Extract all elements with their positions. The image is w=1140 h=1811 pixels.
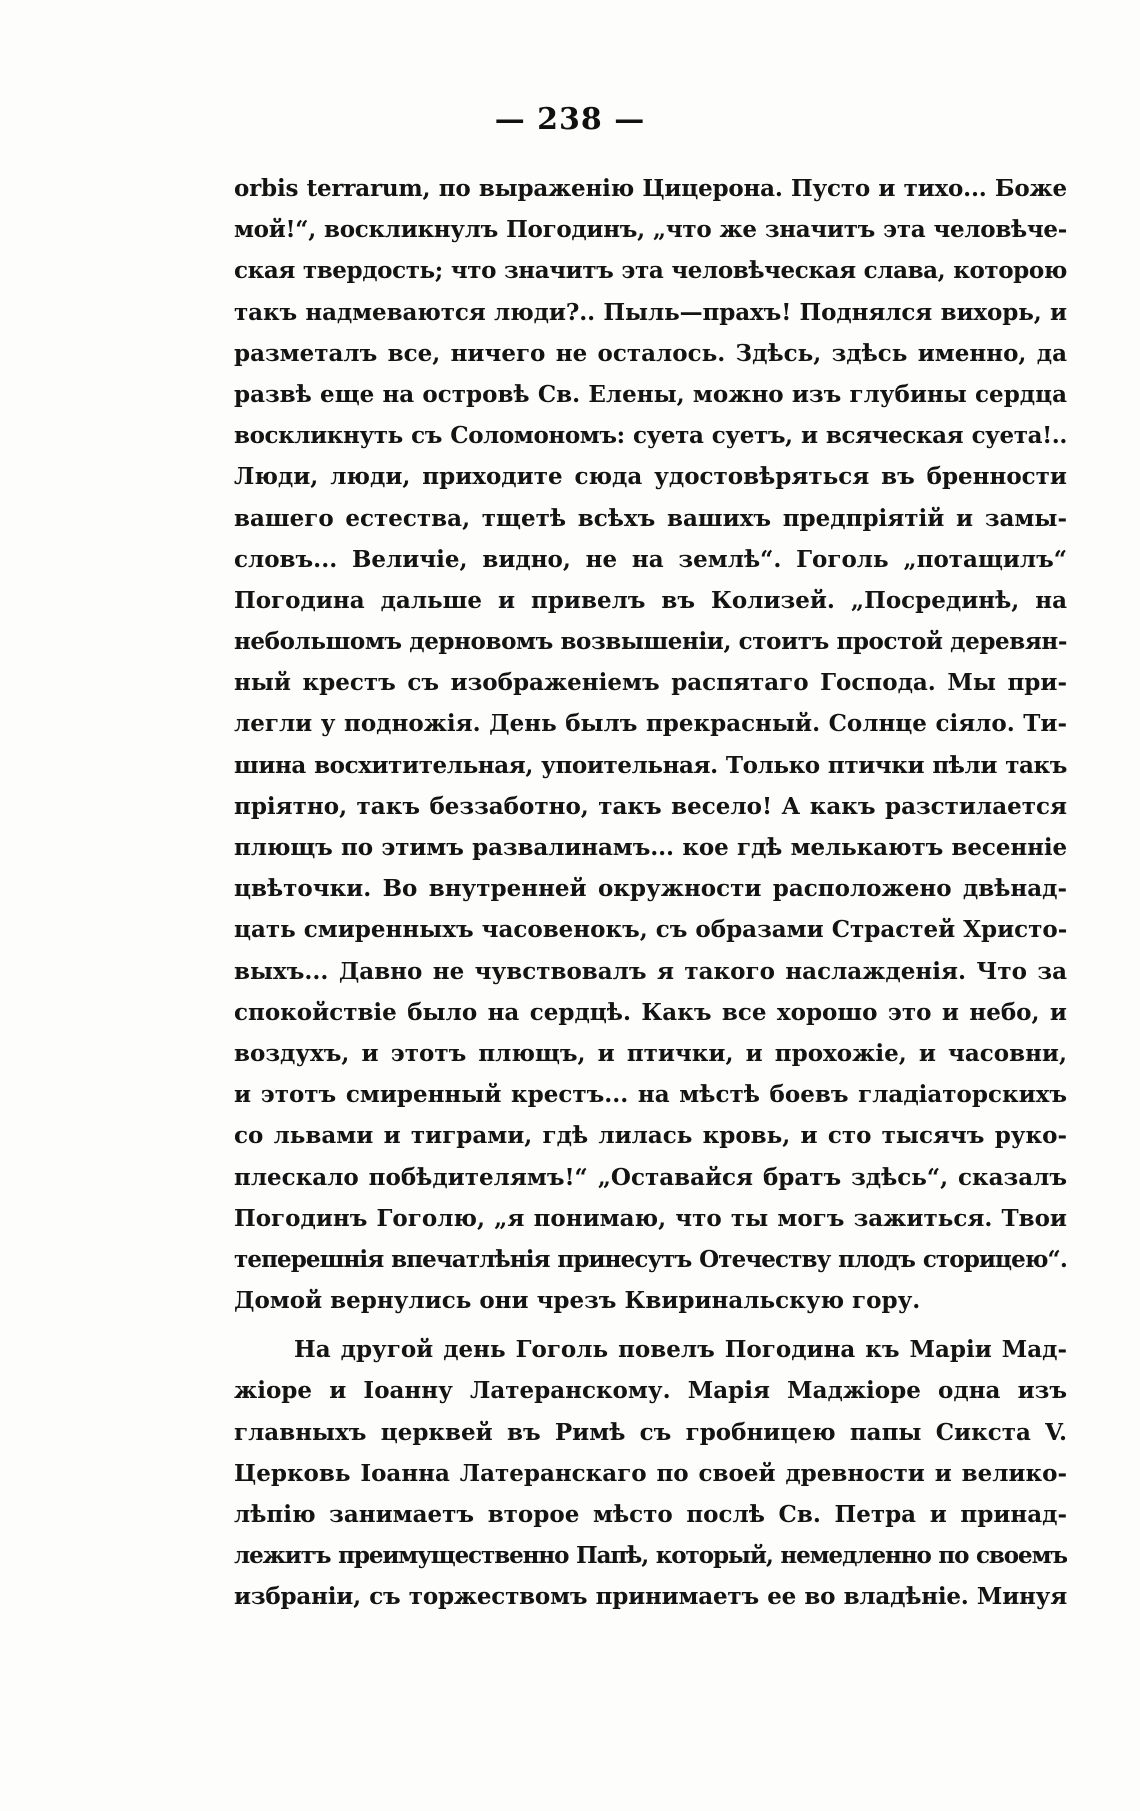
text-line: мой!“, воскликнулъ Погодинъ, „что же значитъ эта человѣче-: [234, 216, 1067, 244]
text-line: воздухъ, и этотъ плющъ, и птички, и прохожіе, и часовни,: [234, 1039, 1067, 1067]
text-line: со львами и тиграми, гдѣ лилась кровь, и сто тысячъ руко-: [234, 1122, 1067, 1150]
text-line: и этотъ смиренный крестъ... на мѣстѣ боевъ гладіаторскихъ: [234, 1081, 1067, 1109]
paragraph-gap: [234, 1321, 1067, 1329]
text-line: избраніи, съ торжествомъ принимаетъ ее во владѣніе. Минуя: [234, 1583, 1067, 1611]
text-line: плющъ по этимъ развалинамъ... кое гдѣ мелькаютъ весенніе: [234, 834, 1067, 861]
text-line: лежитъ преимущественно Папѣ, который, немедленно по своемъ: [234, 1542, 1067, 1570]
text-line: На другой день Гоголь повелъ Погодина къ Маріи Мад-: [294, 1336, 1067, 1364]
paragraph-1: [234, 168, 1067, 1321]
text-line: Люди, люди, приходите сюда удостовѣряться въ бренности: [234, 463, 1067, 491]
text-line: Церковь Іоанна Латеранскаго по своей древности и велико-: [234, 1459, 1067, 1487]
text-line: Погодина дальше и привелъ въ Колизей. „Посрединѣ, на: [234, 586, 1067, 614]
text-line: ный крестъ съ изображеніемъ распятаго Господа. Мы при-: [234, 669, 1067, 697]
text-line: Домой вернулись они чрезъ Квиринальскую гору.: [234, 1287, 921, 1315]
page-number: — 238 —: [494, 102, 646, 137]
paragraph-2: [234, 1329, 1067, 1617]
text-line: главныхъ церквей въ Римѣ съ гробницею папы Сикста V.: [234, 1418, 1067, 1446]
text-line: легли у подножія. День былъ прекрасный. Солнце сіяло. Ти-: [234, 710, 1067, 738]
text-line: выхъ... Давно не чувствовалъ я такого наслажденія. Что за: [234, 957, 1067, 985]
text-line: лѣпію занимаетъ второе мѣсто послѣ Св. Петра и принад-: [234, 1501, 1067, 1528]
text-line: цвѣточки. Во внутренней окружности расположено двѣнад-: [234, 875, 1067, 903]
text-line: словъ... Величіе, видно, не на землѣ“. Гоголь „потащилъ“: [234, 545, 1067, 573]
text-line: воскликнуть съ Соломономъ: суета суетъ, и всяческая суета!..: [234, 422, 1067, 450]
text-line: развѣ еще на островѣ Св. Елены, можно изъ глубины сердца: [234, 380, 1067, 408]
text-line: небольшомъ дерновомъ возвышеніи, стоитъ простой деревян-: [234, 628, 1067, 656]
text-line: спокойствіе было на сердцѣ. Какъ все хорошо это и небо, и: [234, 998, 1067, 1026]
text-line: такъ надмеваются люди?.. Пыль—прахъ! Поднялся вихорь, и: [234, 298, 1067, 326]
text-line: orbis terrarum, по выраженію Цицерона. Пусто и тихо... Боже: [234, 175, 1067, 202]
text-line: разметалъ все, ничего не осталось. Здѣсь, здѣсь именно, да: [234, 339, 1067, 367]
text-line: шина восхитительная, упоительная. Только птички пѣли такъ: [234, 751, 1067, 779]
text-line: жіоре и Іоанну Латеранскому. Марія Маджіоре одна изъ: [234, 1377, 1067, 1405]
page-body-text: [234, 168, 1067, 1618]
text-line: ская твердость; что значитъ эта человѣческая слава, которою: [234, 257, 1067, 285]
text-line: цать смиренныхъ часовенокъ, съ образами Страстей Христо-: [234, 916, 1067, 944]
text-line: Погодинъ Гоголю, „я понимаю, что ты могъ зажиться. Твои: [234, 1204, 1067, 1232]
text-line: вашего естества, тщетѣ всѣхъ вашихъ предпріятій и замы-: [234, 504, 1067, 532]
text-line: плескало побѣдителямъ!“ „Оставайся братъ здѣсь“, сказалъ: [234, 1163, 1067, 1191]
text-line: пріятно, такъ беззаботно, такъ весело! А какъ разстилается: [234, 792, 1067, 820]
text-line: теперешнія впечатлѣнія принесутъ Отечеству плодъ сторицею“.: [234, 1245, 1067, 1273]
